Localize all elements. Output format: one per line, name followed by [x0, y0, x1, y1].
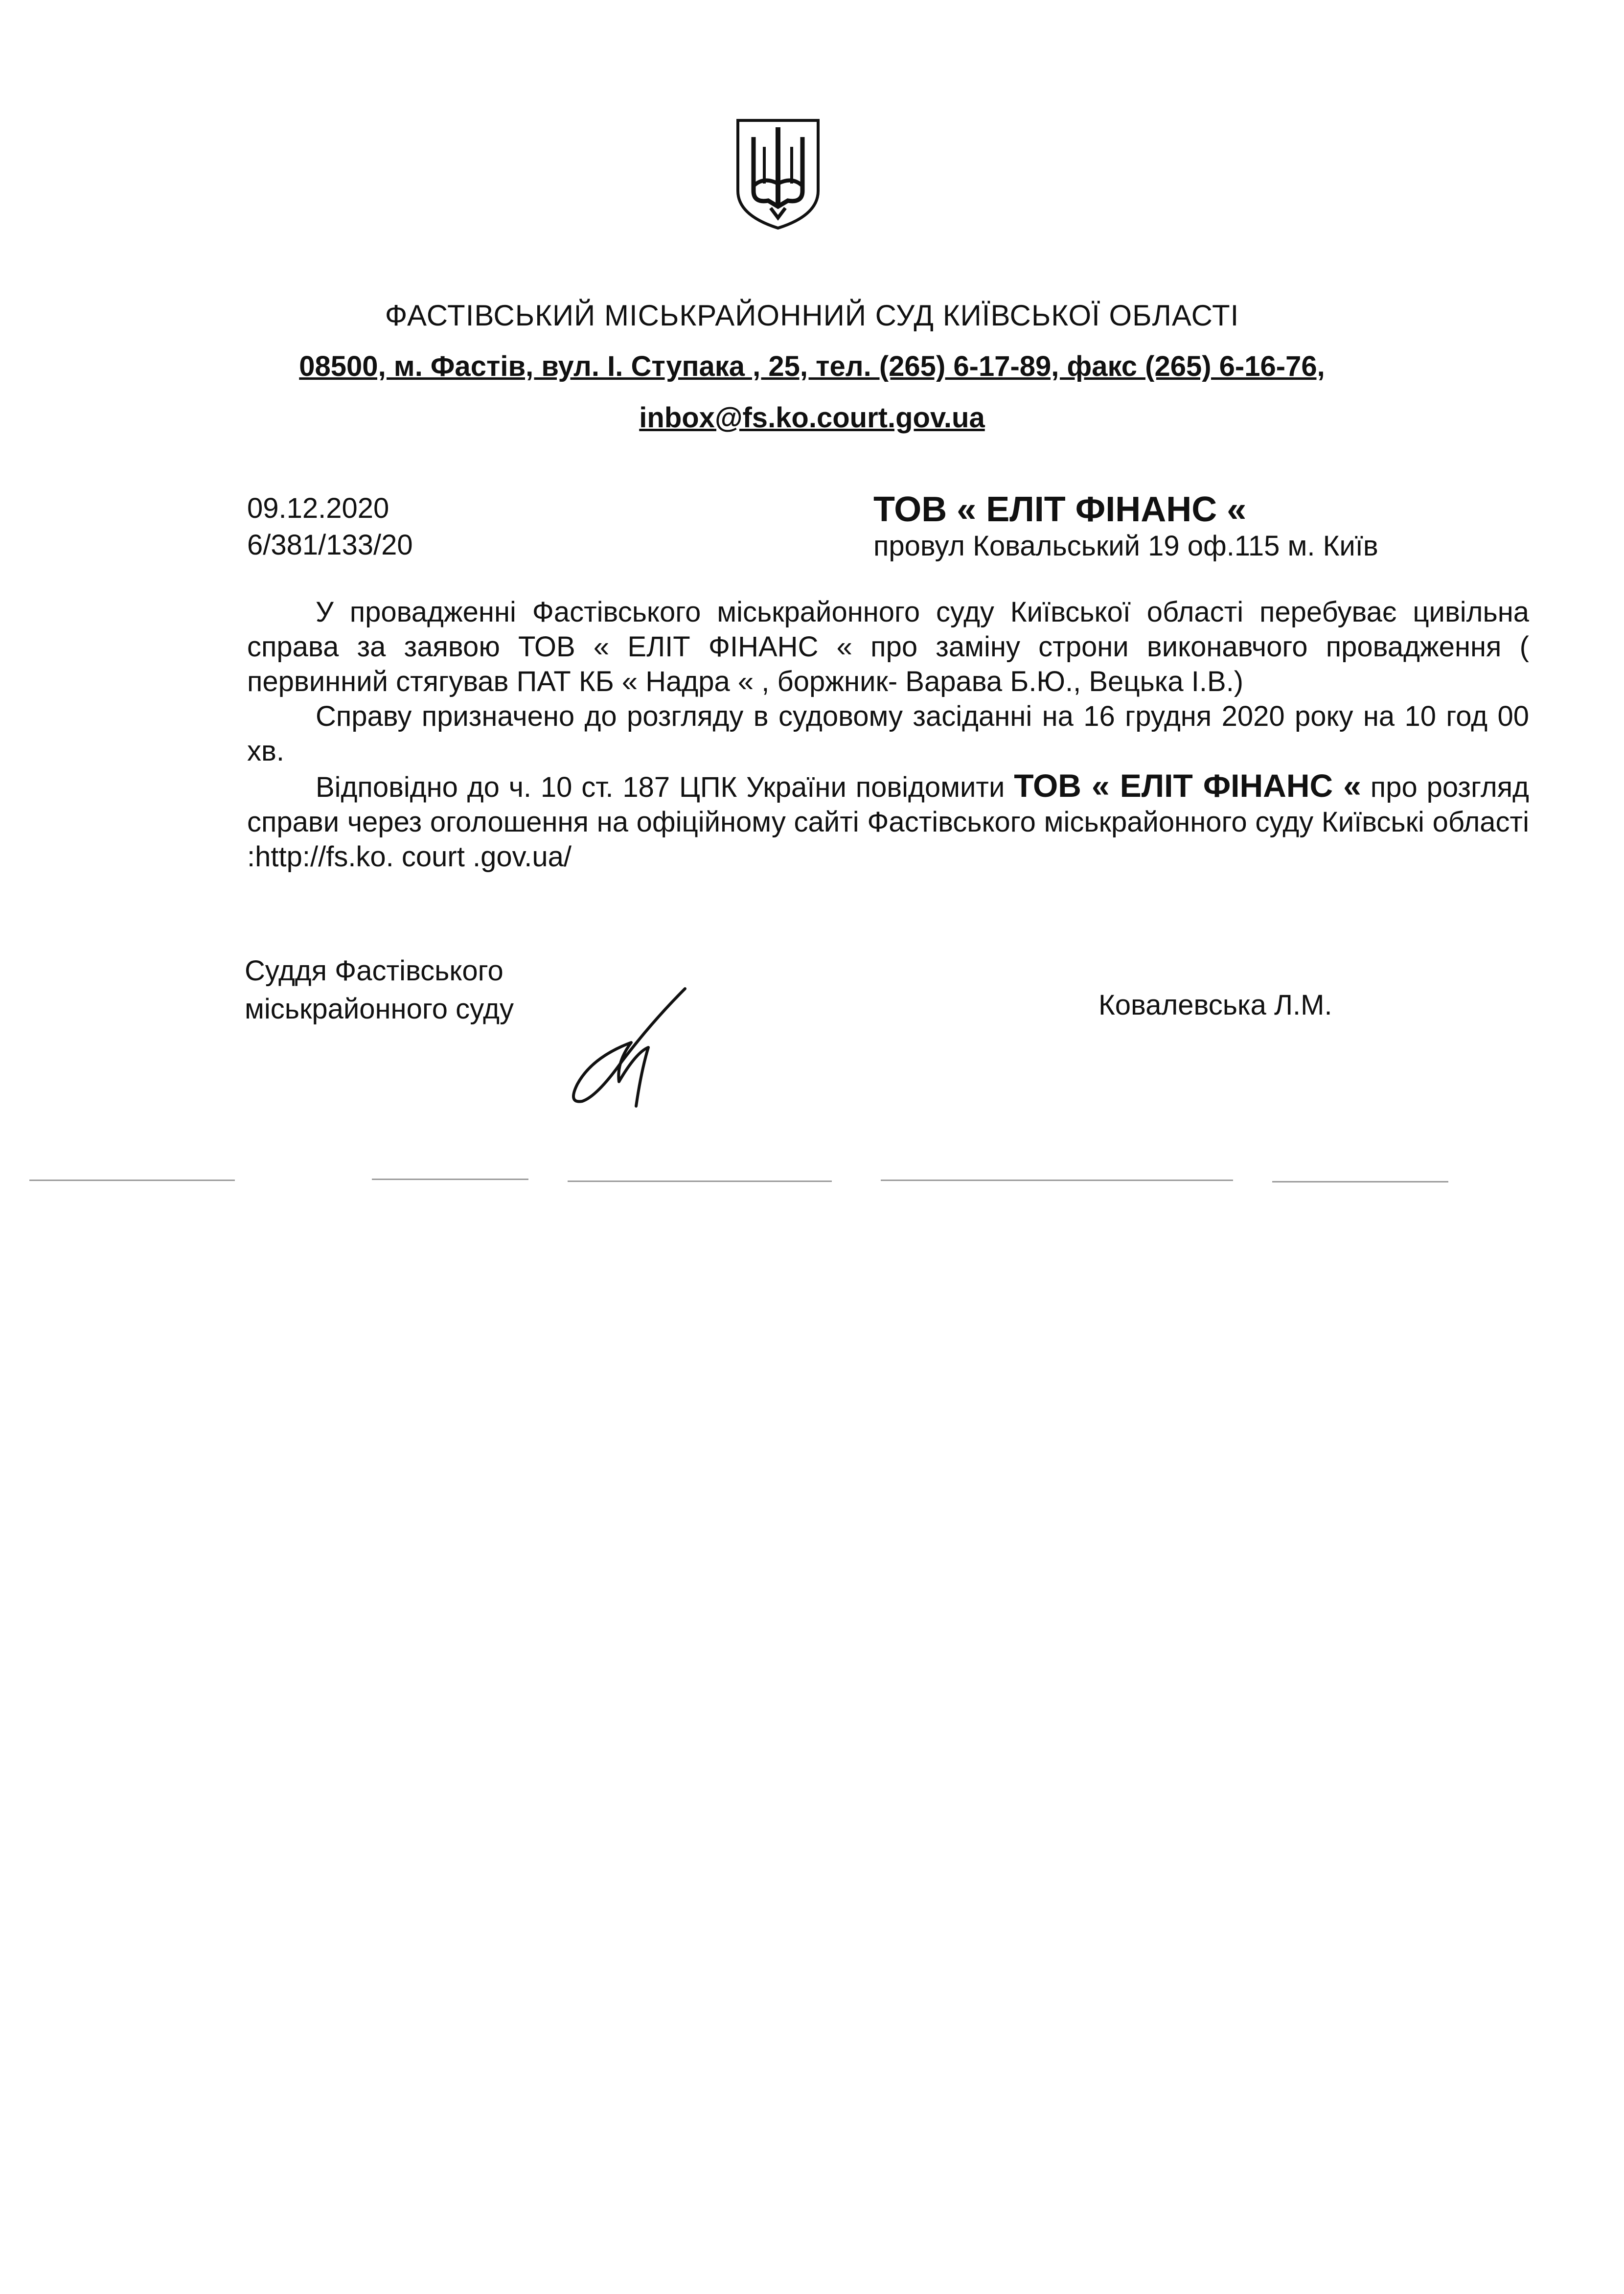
- scan-artifact: [881, 1180, 1233, 1181]
- document-reference: 6/381/133/20: [247, 529, 413, 561]
- judge-title-line-2: міськрайонного суду: [245, 993, 514, 1025]
- document-date: 09.12.2020: [247, 492, 389, 524]
- recipient-address: провул Ковальський 19 оф.115 м. Київ: [873, 530, 1378, 562]
- judge-title: [245, 952, 514, 1028]
- court-address: 08500, м. Фастів, вул. І. Ступака , 25, тел. (265) 6-17-89, факс (265) 6-16-76,: [299, 350, 1325, 382]
- court-email-link[interactable]: inbox@fs.ko.court.gov.ua: [639, 402, 985, 434]
- handwritten-signature: [563, 979, 700, 1116]
- recipient-name: ТОВ « ЕЛІТ ФІНАНС «: [873, 490, 1247, 529]
- body-paragraph-3-end: про розгляд справи через оголошення на офіційному сайті Фастівського міськрайонного суду Київські області :http://fs.ko. court .gov.ua/: [247, 771, 1529, 873]
- body-paragraph-1: У провадженні Фастівського міськрайонного суду Київської області перебуває цивільна справа за заявою ТОВ « ЕЛІТ ФІНАНС « про заміну строни виконавчого провадження ( первинний стягував ПАТ КБ « Надра « , боржник- Варава Б.Ю., Вецька І.В.): [247, 596, 1529, 697]
- body-paragraph-3-recipient: ТОВ « ЕЛІТ ФІНАНС «: [1014, 767, 1361, 804]
- coat-of-arms-icon: [734, 117, 822, 230]
- scan-artifact: [1272, 1181, 1448, 1182]
- scan-artifact: [372, 1179, 528, 1180]
- body-paragraph-3-start: Відповідно до ч. 10 ст. 187 ЦПК України повідомити: [316, 771, 1005, 803]
- body-paragraph-2: Справу призначено до розгляду в судовому засіданні на 16 грудня 2020 року на 10 год 00 хв.: [247, 700, 1529, 767]
- body-paragraph-3: [247, 768, 1529, 874]
- judge-name: Ковалевська Л.М.: [1098, 989, 1332, 1021]
- scan-artifact: [568, 1181, 832, 1182]
- judge-title-line-1: Суддя Фастівського: [245, 955, 503, 987]
- letter-body: [247, 595, 1529, 874]
- court-name: ФАСТІВСЬКИЙ МІСЬКРАЙОННИЙ СУД КИЇВСЬКОЇ ОБЛАСТІ: [385, 299, 1239, 332]
- scan-artifact: [29, 1180, 235, 1181]
